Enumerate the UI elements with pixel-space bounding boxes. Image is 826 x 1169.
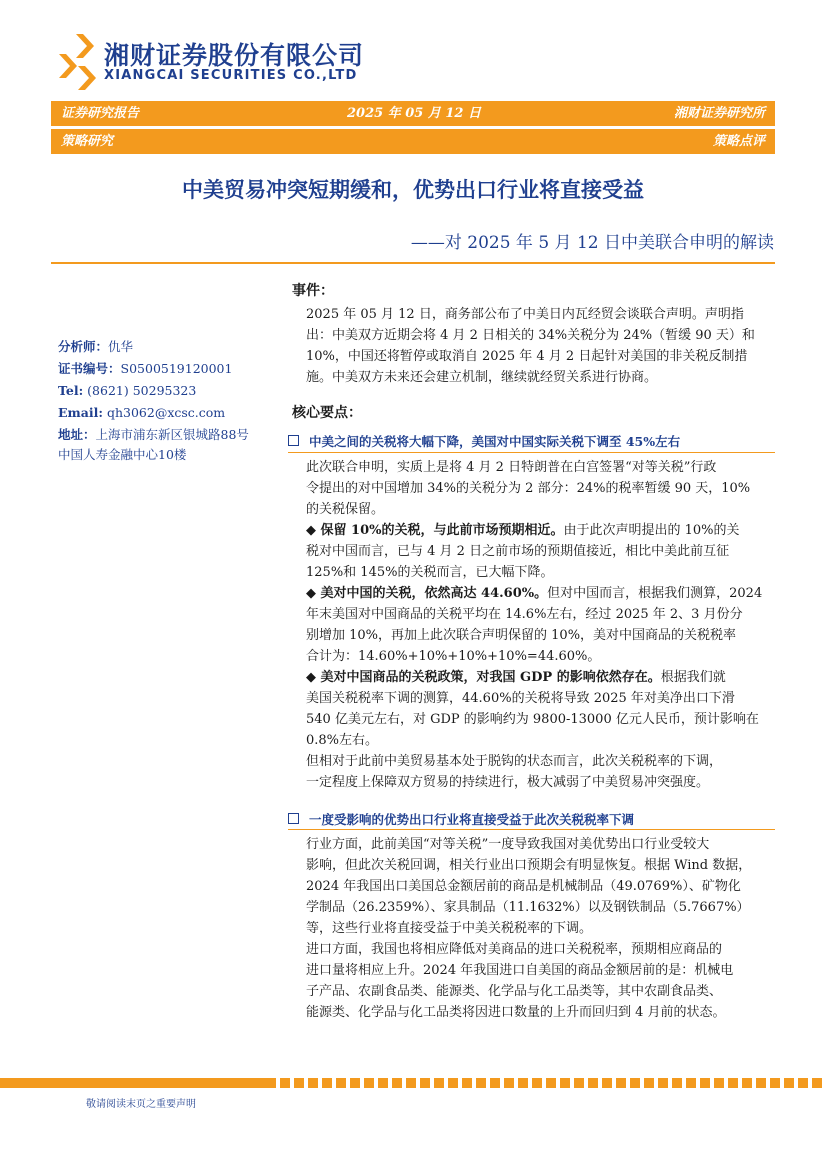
analyst-email[interactable]: qh3062@xcsc.com [106,405,226,420]
event-line: 10%，中国还将暂停或取消自 2025 年 4 月 2 日起针对美国的非关税反制措 [306,349,748,364]
analyst-cert-label: 证书编号： [58,361,121,376]
sub2-first-line [306,583,776,604]
point1-intro-line: 令提出的对中国增加 34%的关税分为 2 部分：24%的税率暂缓 90 天，10% [306,481,751,496]
point2-heading [288,810,634,828]
report-type: 证券研究报告 [61,106,140,121]
analyst-name-label: 分析师： [58,339,109,354]
header-bar-bottom [51,129,775,154]
analyst-address-label: 地址： [58,427,96,442]
point1-title: 中美之间的关税将大幅下降，美国对中国实际关税下调至 45%左右 [309,434,681,449]
analyst-cert: S0500519120001 [120,361,233,376]
point1-heading [288,432,680,450]
analyst-name: 仇华 [108,339,134,354]
sub3-line: 美国关税税率下调的测算，44.60%的关税将导致 2025 年对美净出口下滑 [306,691,735,706]
sub3-rest: 根据我们就 [660,670,726,685]
square-bullet-icon [288,813,299,824]
export-line: 等，这些行业将直接受益于中美关税税率的下调。 [306,921,593,936]
event-line: 出：中美双方近期会将 4 月 2 日相关的 34%关税分为 24%（暂缓 90 天）和 [306,328,755,343]
report-kind: 策略点评 [712,134,765,149]
import-line: 能源类、化学品与化工品类将因进口数量的上升而回归到 4 月前的状态。 [306,1005,726,1020]
import-line: 子产品、农副食品类、能源类、化学品与化工品类等，其中农副食品类、 [306,984,723,999]
export-line: 行业方面，此前美国“对等关税”一度导致我国对美优势出口行业受较大 [306,837,710,852]
event-heading: 事件： [292,283,334,299]
analyst-name-row [58,338,133,355]
sub2-line: 别增加 10%，再加上此次联合声明保留的 10%，美对中国商品的关税税率 [306,628,737,643]
point2-divider [288,829,775,830]
event-line: 施。中美双方未来还会建立机制，继续就经贸关系进行协商。 [306,370,658,385]
sub2-bold: ◆ 美对中国的关税，依然高达 44.60%。 [306,586,548,601]
analyst-address-row [58,426,249,443]
export-line: 学制品（26.2359%）、家具制品（11.1632%）以及钢铁制品（5.7667%） [306,900,750,915]
event-line: 2025 年 05 月 12 日，商务部公布了中美日内瓦经贸会谈联合声明。声明指 [306,307,744,322]
event-paragraph [306,304,776,388]
import-line: 进口量将相应上升。2024 年我国进口自美国的商品金额居前的是：机械电 [306,963,734,978]
point2-body [306,834,776,1023]
point1-closing-line: 一定程度上保障双方贸易的持续进行，极大减弱了中美贸易冲突强度。 [306,775,710,790]
page-subtitle: ——对 2025 年 5 月 12 日中美联合申明的解读 [410,233,774,253]
analyst-tel-row [58,382,196,399]
export-line: 2024 年我国出口美国总金额居前的商品是机械制品（49.0769%）、矿物化 [306,879,741,894]
sub1-bold: ◆ 保留 10%的关税，与此前市场预期相近。 [306,523,564,538]
footer-disclaimer: 敬请阅读末页之重要声明 [86,1099,196,1110]
export-line: 影响，但此次关税回调，相关行业出口预期会有明显恢复。根据 Wind 数据， [306,858,752,873]
sub3-bold: ◆ 美对中国商品的关税政策，对我国 GDP 的影响依然存在。 [306,670,661,685]
sub3-line: 0.8%左右。 [306,733,379,748]
sub2-rest: 但对中国而言，根据我们测算，2024 [547,586,763,601]
analyst-address-line2: 中国人寿金融中心10楼 [58,447,187,462]
sub2-line: 合计为：14.60%+10%+10%+10%=44.60%。 [306,649,601,664]
company-name-en: XIANGCAI SECURITIES CO.,LTD [104,68,358,83]
sub2-line: 年末美国对中国商品的关税平均在 14.6%左右，经过 2025 年 2、3 月份分 [306,607,743,622]
square-bullet-icon [288,435,299,446]
analyst-address-line1: 上海市浦东新区银城路88号 [95,427,249,442]
report-date: 2025 年 05 月 12 日 [347,106,481,121]
institute-name: 湘财证券研究所 [673,106,765,121]
sub3-line: 540 亿美元左右，对 GDP 的影响约为 9800-13000 亿元人民币，预计影响在 [306,712,759,727]
title-divider [51,262,775,264]
point1-divider [288,452,775,453]
point1-intro-line: 此次联合申明，实质上是将 4 月 2 日特朗普在白宫签署“对等关税”行政 [306,460,717,475]
import-line: 进口方面，我国也将相应降低对美商品的进口关税税率，预期相应商品的 [306,942,723,957]
sub3-first-line [306,667,776,688]
analyst-tel-label: Tel: [58,383,84,398]
point1-closing-line: 但相对于此前中美贸易基本处于脱钩的状态而言，此次关税税率的下调， [306,754,723,769]
sub1-line: 税对中国而言，已与 4 月 2 日之前市场的预期值接近，相比中美此前互征 [306,544,730,559]
sub1-rest: 由于此次声明提出的 10%的关 [563,523,740,538]
analyst-tel: (8621) 50295323 [87,383,197,398]
footer-stripe [0,1078,826,1088]
report-category: 策略研究 [61,134,114,149]
page-title: 中美贸易冲突短期缓和，优势出口行业将直接受益 [182,178,644,202]
company-name-cn: 湘财证券股份有限公司 [104,41,365,70]
analyst-cert-row [58,360,232,377]
company-logo-icon [56,32,98,92]
header-bar-top [51,101,775,126]
analyst-email-row [58,404,225,421]
sub1-first-line [306,520,776,541]
point2-title: 一度受影响的优势出口行业将直接受益于此次关税税率下调 [309,812,635,827]
point1-body [306,457,776,793]
point1-intro-line: 的关税保留。 [306,502,385,517]
analyst-email-label: Email: [58,405,103,420]
sub1-line: 125%和 145%的关税而言，已大幅下降。 [306,565,554,580]
core-heading: 核心要点： [292,405,362,421]
